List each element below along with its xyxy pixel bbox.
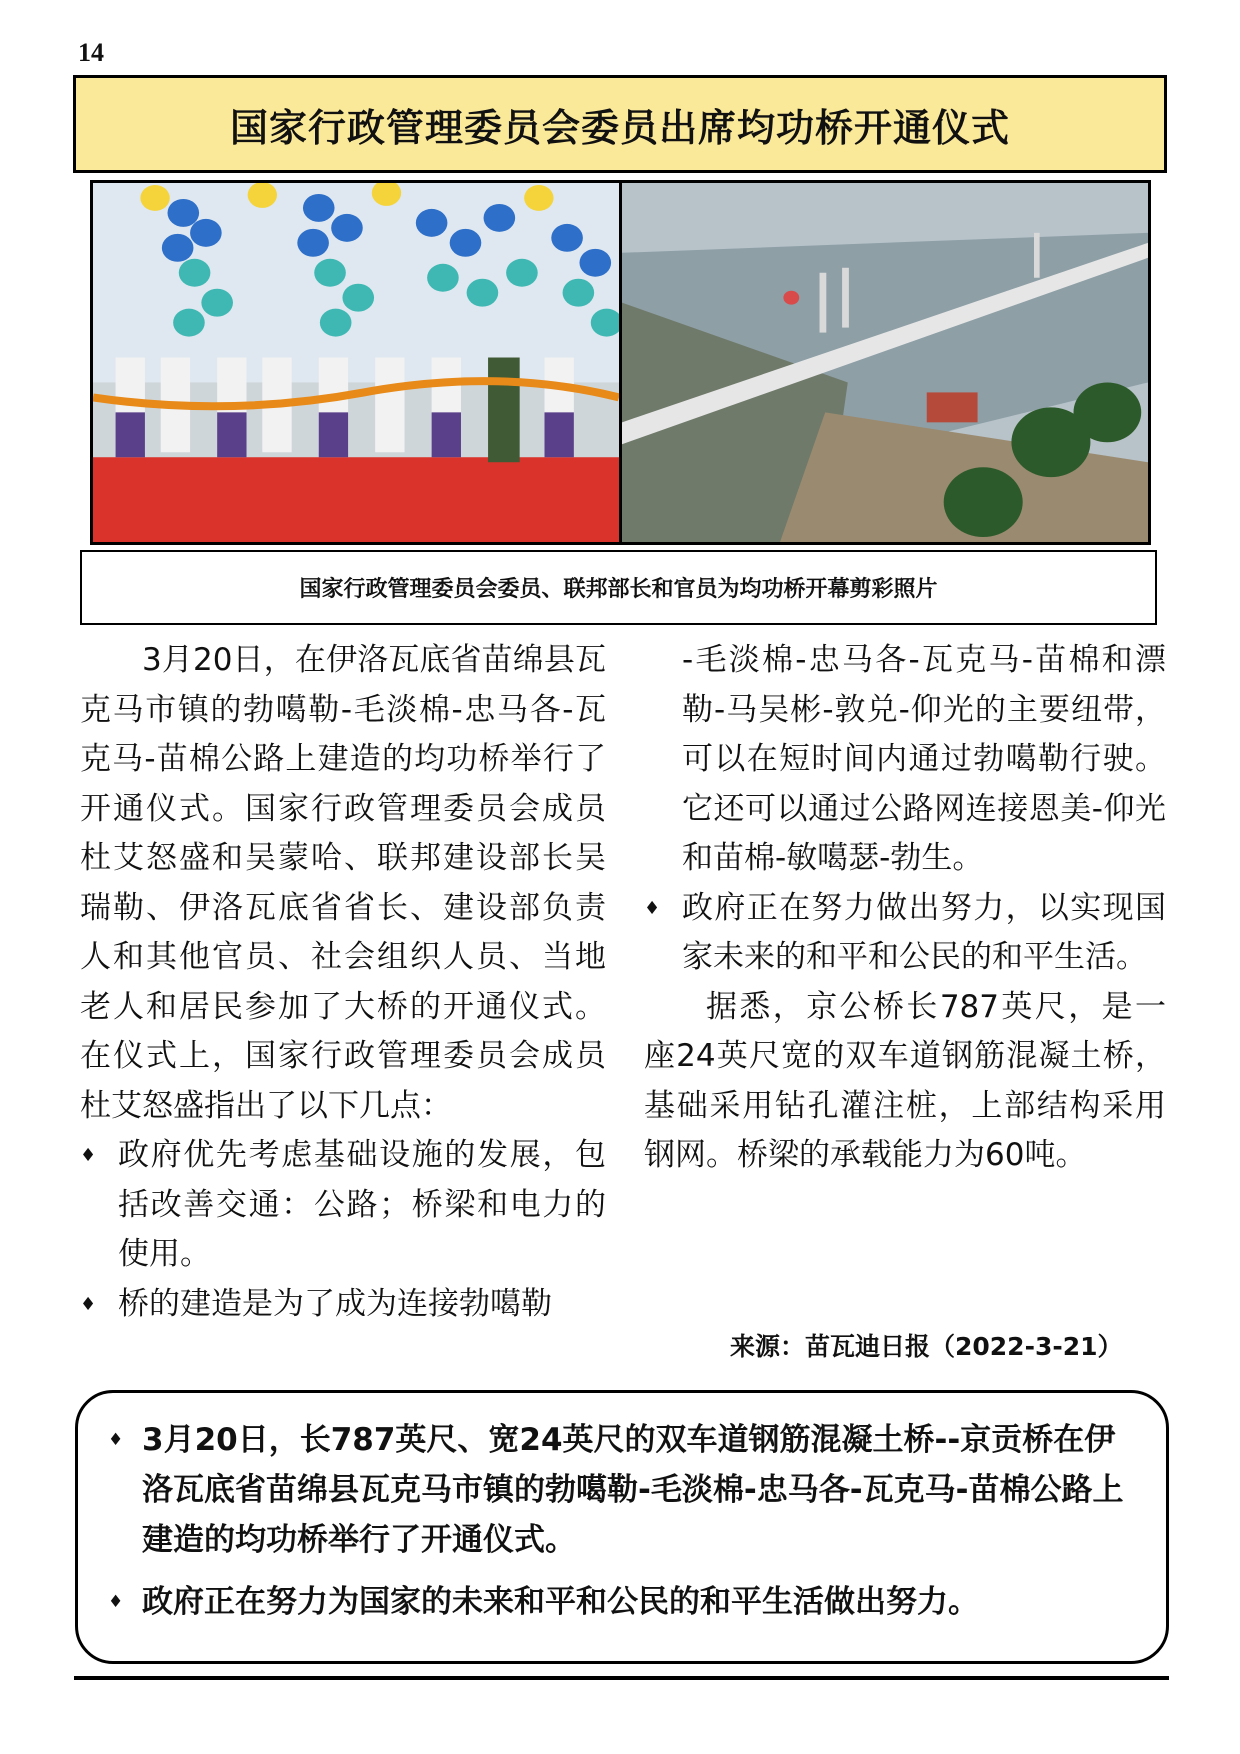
photo-caption: 国家行政管理委员会委员、联邦部长和官员为均功桥开幕剪彩照片 — [80, 550, 1157, 625]
bullet-text: 桥的建造是为了成为连接勃噶勒 — [118, 1285, 552, 1322]
source-credit: 来源：苗瓦迪日报（2022-3-21） — [730, 1332, 1123, 1361]
right-column — [644, 636, 1166, 1181]
bullet-icon: ♦ — [644, 897, 661, 919]
summary-text: 政府正在努力为国家的未来和平和公民的和平生活做出努力。 — [142, 1584, 979, 1620]
intro-paragraph: 3月20日，在伊洛瓦底省苗绵县瓦克马市镇的勃噶勒-毛淡棉-忠马各-瓦克马-苗棉公路上建造的均功桥举行了开通仪式。国家行政管理委员会成员杜艾怒盛和吴蒙哈、联邦建设部长吴瑞勒、伊洛瓦底省省长、建设部负责人和其他官员、社会组织人员、当地老人和居民参加了大桥的开通仪式。在仪式上，国家行政管理委员会成员杜艾怒盛指出了以下几点： — [80, 642, 606, 1124]
bullet-icon: ♦ — [108, 1430, 124, 1450]
title-box — [73, 75, 1167, 173]
page-title: 国家行政管理委员会委员出席均功桥开通仪式 — [229, 105, 1010, 150]
summary-box — [75, 1390, 1169, 1664]
summary-item — [108, 1415, 1136, 1565]
bridge-spec-paragraph: 据悉，京公桥长787英尺，是一座24英尺宽的双车道钢筋混凝土桥，基础采用钻孔灌注桩，上部结构采用钢网。桥梁的承载能力为60吨。 — [644, 988, 1166, 1173]
left-column — [80, 636, 606, 1329]
bullet-icon: ♦ — [80, 1145, 97, 1166]
summary-text: 3月20日，长787英尺、宽24英尺的双车道钢筋混凝土桥--京贡桥在伊洛瓦底省苗绵县瓦克马市镇的勃噶勒-毛淡棉-忠马各-瓦克马-苗棉公路上建造的均功桥举行了开通仪式。 — [142, 1422, 1124, 1558]
ribbon-cutting-photo — [93, 183, 619, 542]
page-number: 14 — [78, 38, 104, 67]
photo-strip — [90, 180, 1151, 545]
bullet-continuation — [644, 636, 1166, 884]
bullet-item — [80, 1280, 606, 1330]
bullet-icon: ♦ — [80, 1293, 97, 1315]
aerial-bridge-photo — [622, 183, 1148, 542]
bullet-text: 政府正在努力做出努力，以实现国家未来的和平和公民的和平生活。 — [682, 889, 1166, 975]
summary-item — [108, 1577, 1136, 1627]
bullet-item — [644, 884, 1166, 983]
bullet-text: -毛淡棉-忠马各-瓦克马-苗棉和漂勒-马吴彬-敦兑-仰光的主要纽带，可以在短时间内通过勃噶勒行驶。它还可以通过公路网连接恩美-仰光和苗棉-敏噶瑟-勃生。 — [682, 642, 1166, 876]
bullet-item — [80, 1131, 606, 1280]
bottom-divider — [74, 1676, 1169, 1680]
bullet-icon: ♦ — [108, 1592, 124, 1612]
bullet-text: 政府优先考虑基础设施的发展，包括改善交通：公路；桥梁和电力的使用。 — [118, 1137, 606, 1272]
